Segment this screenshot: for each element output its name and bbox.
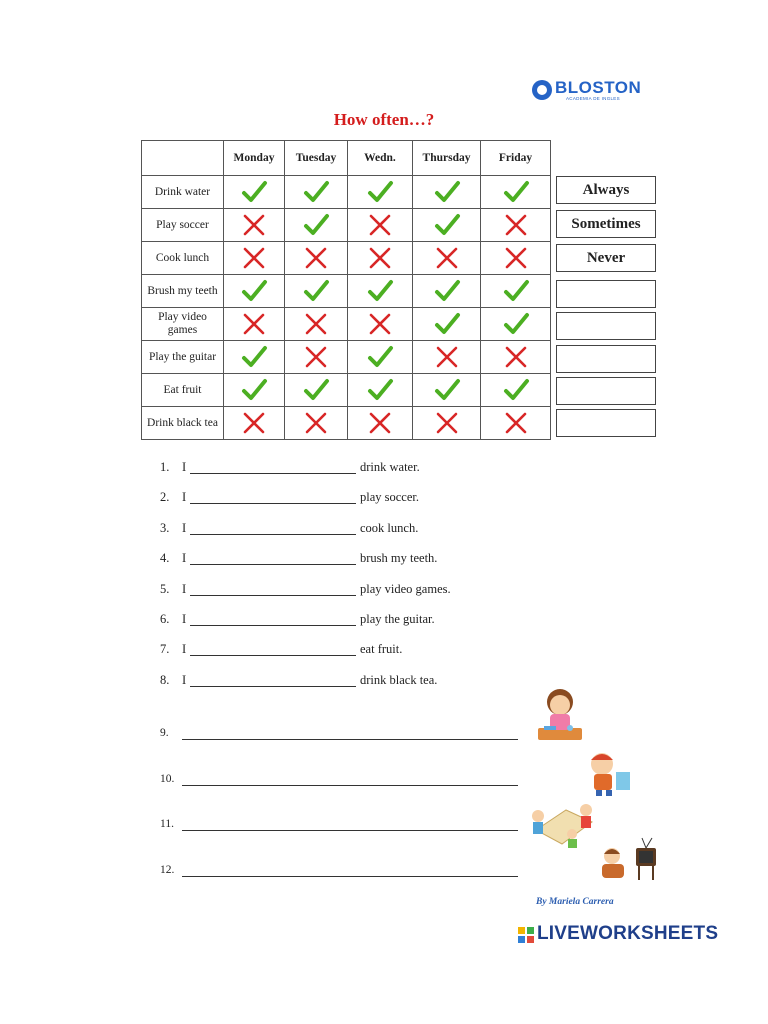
check-icon (302, 178, 330, 206)
answer-blank[interactable] (190, 686, 356, 687)
logo-name: BLOSTON (555, 78, 642, 97)
sentence-item (160, 521, 500, 539)
open-sentence-item (160, 818, 520, 834)
sentence-number: 5. (160, 581, 170, 596)
logo-icon (532, 80, 552, 100)
answer-blank[interactable] (190, 625, 356, 626)
mark-cell (348, 209, 413, 242)
sentence-number: 9. (160, 727, 169, 739)
cross-icon (302, 343, 330, 371)
open-sentence-item (160, 727, 520, 743)
sentence-subject: I (182, 642, 187, 657)
check-icon (366, 178, 394, 206)
check-icon (502, 376, 530, 404)
day-header: Thursday (413, 141, 481, 176)
check-icon (433, 310, 461, 338)
sentence-item (160, 612, 500, 630)
sentence-number: 10. (160, 773, 175, 785)
answer-blank[interactable] (190, 534, 356, 535)
mark-cell (413, 341, 481, 374)
frequency-answer-box[interactable] (556, 345, 656, 373)
cross-icon (502, 244, 530, 272)
table-row (142, 407, 551, 440)
sentence-item (160, 460, 500, 478)
mark-cell (348, 242, 413, 275)
sentence-item (160, 490, 500, 508)
check-icon (366, 376, 394, 404)
check-icon (433, 211, 461, 239)
sentence-item (160, 673, 500, 691)
check-icon (366, 343, 394, 371)
mark-cell (413, 176, 481, 209)
cross-icon (433, 409, 461, 437)
sentence-number: 8. (160, 672, 170, 687)
activity-cell: Brush my teeth (142, 275, 224, 308)
cross-icon (240, 211, 268, 239)
mark-cell (481, 209, 551, 242)
mark-cell (413, 374, 481, 407)
sentence-ending: drink water. (360, 460, 420, 474)
mark-cell (348, 176, 413, 209)
mark-cell (224, 176, 285, 209)
frequency-answer-box[interactable] (556, 377, 656, 405)
check-icon (502, 310, 530, 338)
answer-line[interactable] (182, 830, 518, 831)
mark-cell (348, 275, 413, 308)
activity-cell: Cook lunch (142, 242, 224, 275)
day-header: Wedn. (348, 141, 413, 176)
sentence-number: 7. (160, 642, 170, 657)
mark-cell (481, 407, 551, 440)
open-sentence-item (160, 773, 520, 789)
bloston-logo (532, 80, 642, 104)
mark-cell (285, 209, 348, 242)
mark-cell (481, 242, 551, 275)
check-icon (302, 277, 330, 305)
sentence-number: 12. (160, 864, 175, 876)
cross-icon (366, 409, 394, 437)
mark-cell (481, 341, 551, 374)
cross-icon (240, 310, 268, 338)
mark-cell (224, 308, 285, 341)
sentence-ending: play video games. (360, 581, 451, 596)
cross-icon (302, 409, 330, 437)
frequency-table (141, 140, 551, 440)
sentence-number: 4. (160, 551, 170, 566)
sentence-subject: I (182, 581, 187, 596)
mark-cell (348, 374, 413, 407)
cross-icon (302, 310, 330, 338)
sentence-number: 11. (160, 818, 174, 830)
answer-blank[interactable] (190, 655, 356, 656)
sentence-number: 1. (160, 460, 170, 474)
mark-cell (413, 308, 481, 341)
cross-icon (502, 409, 530, 437)
page-title: How often…? (333, 110, 435, 129)
check-icon (302, 211, 330, 239)
frequency-word-box: Always (556, 176, 656, 204)
mark-cell (285, 176, 348, 209)
girl-eating-illustration (536, 684, 584, 748)
author-credit: By Mariela Carrera (536, 897, 614, 907)
activity-cell: Drink water (142, 176, 224, 209)
mark-cell (481, 308, 551, 341)
mark-cell (348, 341, 413, 374)
check-icon (240, 376, 268, 404)
answer-blank[interactable] (190, 473, 356, 474)
day-header: Tuesday (285, 141, 348, 176)
sentence-ending: cook lunch. (360, 520, 419, 535)
answer-blank[interactable] (190, 564, 356, 565)
mark-cell (224, 242, 285, 275)
sentence-number: 2. (160, 490, 170, 505)
sentence-item (160, 582, 500, 600)
sentence-ending: drink black tea. (360, 672, 438, 687)
cross-icon (240, 244, 268, 272)
sentence-subject: I (182, 672, 187, 687)
check-icon (302, 376, 330, 404)
answer-blank[interactable] (190, 595, 356, 596)
mark-cell (285, 308, 348, 341)
sentence-item (160, 642, 500, 660)
frequency-word-box: Sometimes (556, 210, 656, 238)
sentence-subject: I (182, 612, 187, 626)
check-icon (433, 178, 461, 206)
mark-cell (413, 209, 481, 242)
cross-icon (240, 409, 268, 437)
mark-cell (224, 407, 285, 440)
sentence-ending: eat fruit. (360, 642, 403, 657)
boy-brushing-teeth-illustration (582, 748, 638, 798)
activity-cell: Drink black tea (142, 407, 224, 440)
sentence-subject: I (182, 551, 187, 566)
mark-cell (224, 275, 285, 308)
corner-cell (142, 141, 224, 176)
answer-line[interactable] (182, 739, 518, 740)
open-sentence-item (160, 864, 520, 880)
sentence-item (160, 551, 500, 569)
sentence-ending: play soccer. (360, 490, 420, 505)
table-row (142, 341, 551, 374)
check-icon (240, 277, 268, 305)
check-icon (240, 178, 268, 206)
answer-line[interactable] (182, 785, 518, 786)
frequency-word-box: Never (556, 244, 656, 272)
table-row (142, 275, 551, 308)
answer-line[interactable] (182, 876, 518, 877)
table-row (142, 209, 551, 242)
cross-icon (366, 211, 394, 239)
table-row (142, 308, 551, 341)
mark-cell (413, 275, 481, 308)
mark-cell (481, 176, 551, 209)
sentence-subject: I (182, 460, 187, 474)
sentence-ending: brush my teeth. (360, 551, 438, 566)
check-icon (502, 178, 530, 206)
sentence-number: 3. (160, 520, 170, 535)
kids-playing-board-game-illustration (528, 800, 598, 850)
day-header: Monday (224, 141, 285, 176)
liveworksheets-logo (518, 922, 728, 948)
mark-cell (413, 407, 481, 440)
mark-cell (285, 374, 348, 407)
cross-icon (366, 310, 394, 338)
answer-blank[interactable] (190, 503, 356, 504)
mark-cell (285, 242, 348, 275)
cross-icon (302, 244, 330, 272)
check-icon (433, 376, 461, 404)
table-row (142, 374, 551, 407)
mark-cell (481, 275, 551, 308)
logo-subtitle: ACADEMIA DE INGLES (566, 96, 620, 101)
mark-cell (285, 407, 348, 440)
cross-icon (502, 211, 530, 239)
frequency-answer-box[interactable] (556, 280, 656, 308)
activity-cell: Play the guitar (142, 341, 224, 374)
check-icon (502, 277, 530, 305)
cross-icon (433, 343, 461, 371)
check-icon (240, 343, 268, 371)
table-row (142, 176, 551, 209)
activity-cell: Play soccer (142, 209, 224, 242)
mark-cell (285, 341, 348, 374)
liveworksheets-text: LIVEWORKSHEETS (537, 923, 719, 944)
cross-icon (433, 244, 461, 272)
mark-cell (285, 275, 348, 308)
cross-icon (366, 244, 394, 272)
liveworksheets-icon (518, 927, 534, 943)
cross-icon (502, 343, 530, 371)
frequency-answer-box[interactable] (556, 409, 656, 437)
mark-cell (224, 209, 285, 242)
mark-cell (348, 308, 413, 341)
mark-cell (413, 242, 481, 275)
table-header-row (142, 141, 551, 176)
day-header: Friday (481, 141, 551, 176)
sentence-ending: play the guitar. (360, 612, 435, 626)
activity-cell: Play video games (142, 308, 224, 341)
table-row (142, 242, 551, 275)
sentence-number: 6. (160, 612, 170, 626)
activity-cell: Eat fruit (142, 374, 224, 407)
sentence-subject: I (182, 520, 187, 535)
mark-cell (481, 374, 551, 407)
check-icon (366, 277, 394, 305)
frequency-answer-box[interactable] (556, 312, 656, 340)
mark-cell (348, 407, 413, 440)
boy-watching-tv-illustration (596, 834, 662, 884)
sentence-subject: I (182, 490, 187, 505)
check-icon (433, 277, 461, 305)
mark-cell (224, 341, 285, 374)
mark-cell (224, 374, 285, 407)
